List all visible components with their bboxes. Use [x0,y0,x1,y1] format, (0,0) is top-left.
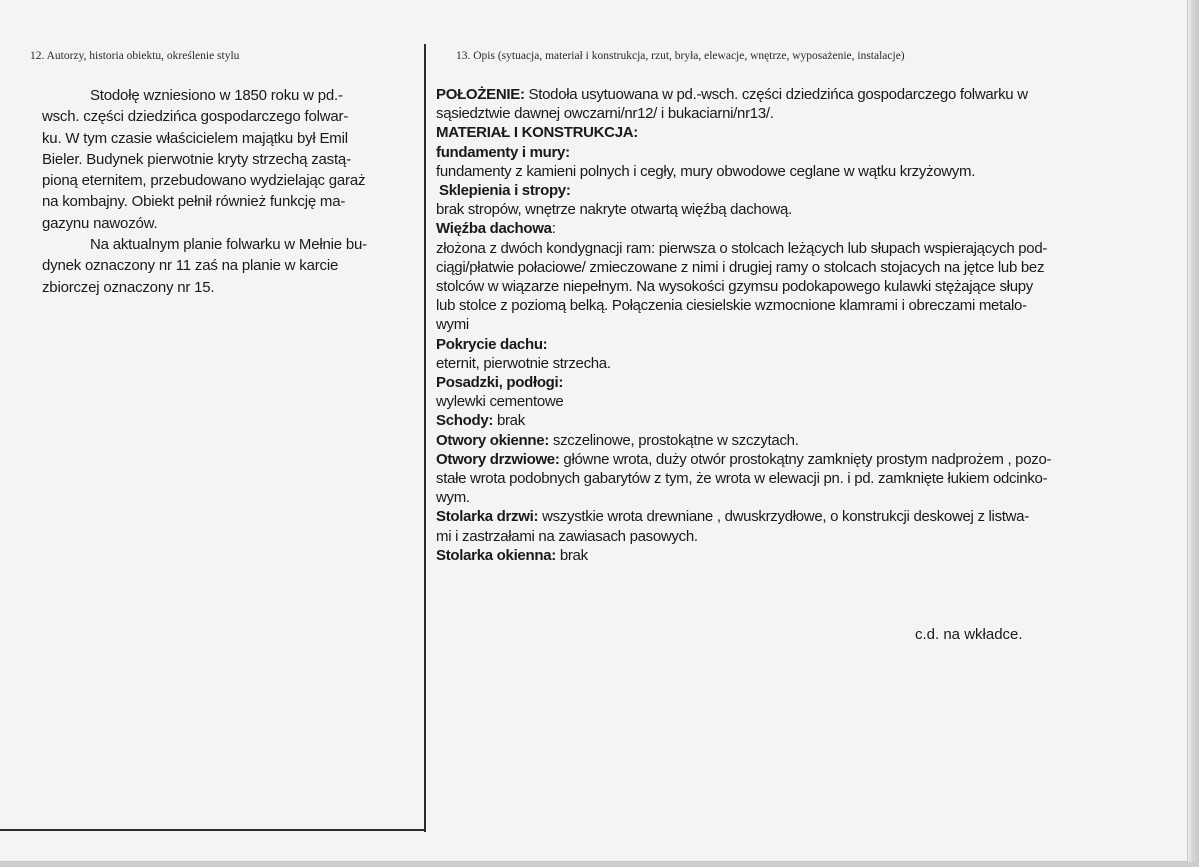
description-text [436,85,1136,565]
polozenie-line-2: sąsiedztwie dawnej owczarni/nr12/ i bukaciarni/nr13/. [436,105,774,123]
drzwiowe-line [436,450,1136,469]
fundamenty-text: fundamenty z kamieni polnych i cegły, mury obwodowe ceglane w wątku krzyżowym. [436,162,976,180]
history-line: Bieler. Budynek pierwotnie kryty strzechą zastą- [42,150,351,168]
stolarka-drzwi-line [436,507,1136,526]
schody-text: brak [493,412,525,430]
history-line: Stodołę wzniesiono w 1850 roku w pd.- [90,87,343,104]
stolarka-drzwi-text: wszystkie wrota drewniane , dwuskrzydłowe, o konstrukcji deskowej z listwa- [538,508,1029,526]
stolarka-drzwi-text-2: mi i zastrzałami na zawiasach pasowych. [436,527,698,545]
polozenie-label: POŁOŻENIE: [436,86,525,103]
stolarka-okienna-line [436,546,1136,565]
history-line: Na aktualnym planie folwarku w Mełnie bu- [90,236,367,254]
okienne-text: szczelinowe, prostokątne w szczytach. [549,431,799,449]
wiezba-text: ciągi/płatwie połaciowe/ zmieczowane z nimi i drugiej ramy o stolcach stojacych na jętce lub bez [436,258,1045,276]
page-edge-bottom [0,862,1199,867]
drzwiowe-text: wym. [436,489,470,507]
column-divider [424,44,426,832]
history-line: zbiorczej oznaczony nr 15. [42,278,215,296]
material-heading: MATERIAŁ I KONSTRUKCJA: [436,124,638,142]
history-line: ku. W tym czasie właścicielem majątku był Emil [42,129,348,147]
history-line: pioną eternitem, przebudowano wydzielając garaż [42,172,366,190]
history-text [42,85,402,298]
pokrycie-heading: Pokrycie dachu: [436,335,548,353]
wiezba-text: wymi [436,316,469,334]
schody-label: Schody: [436,412,494,430]
wiezba-heading: Więźba dachowa [436,220,552,238]
sklepienia-text: brak stropów, wnętrze nakryte otwartą więźbą dachową. [436,201,792,219]
okienne-line [436,431,1136,450]
page-edge-right [1188,0,1199,867]
history-line: gazynu nawozów. [42,214,158,232]
continuation-note: c.d. na wkładce. [915,626,1023,643]
bottom-rule-left [0,829,424,831]
stolarka-drzwi-label: Stolarka drzwi: [436,508,539,526]
wiezba-text: stolców w wiązarze niepełnym. Na wysokości gzymsu podokapowego kulawki stężające słupy [436,278,1033,296]
sklepienia-heading: Sklepienia i stropy: [439,182,571,200]
history-line: wsch. części dziedzińca gospodarczego folwar- [42,108,349,126]
stolarka-okienna-label: Stolarka okienna: [436,546,556,564]
drzwiowe-text: główne wrota, duży otwór prostokątny zamknięty prostym nadprożem , pozo- [559,450,1052,468]
wiezba-colon: : [551,220,556,238]
schody-line [436,411,1136,430]
drzwiowe-text: stałe wrota podobnych gabarytów z tym, że wrota w elewacji pn. i pd. zamknięte łukiem odcinko- [436,470,1048,488]
polozenie-line [436,85,1136,104]
history-line: na kombajny. Obiekt pełnił również funkcję ma- [42,193,346,211]
wiezba-text: lub stolce z poziomą belką. Połączenia ciesielskie wzmocnione klamrami i obreczami metalo- [436,297,1027,315]
history-line: dynek oznaczony nr 11 zaś na planie w karcie [42,257,339,275]
wiezba-line [436,219,1136,238]
wiezba-text: złożona z dwóch kondygnacji ram: pierwsza o stolcach leżących lub słupach wspierających pod- [436,239,1048,257]
section-13-header: 13. Opis (sytuacja, materiał i konstrukcja, rzut, bryła, elewacje, wnętrze, wyposażenie, instalacje) [456,50,905,62]
pokrycie-text: eternit, pierwotnie strzecha. [436,354,611,372]
stolarka-okienna-text: brak [555,546,588,564]
posadzki-heading: Posadzki, podłogi: [436,374,564,392]
polozenie-text: Stodoła usytuowana w pd.-wsch. części dziedzińca gospodarczego folwarku w [524,86,1028,103]
drzwiowe-label: Otwory drzwiowe: [436,450,560,468]
okienne-label: Otwory okienne: [436,431,550,449]
fundamenty-heading: fundamenty i mury: [436,143,570,161]
posadzki-text: wylewki cementowe [436,393,564,411]
section-12-header: 12. Autorzy, historia obiektu, określenie stylu [30,50,240,62]
